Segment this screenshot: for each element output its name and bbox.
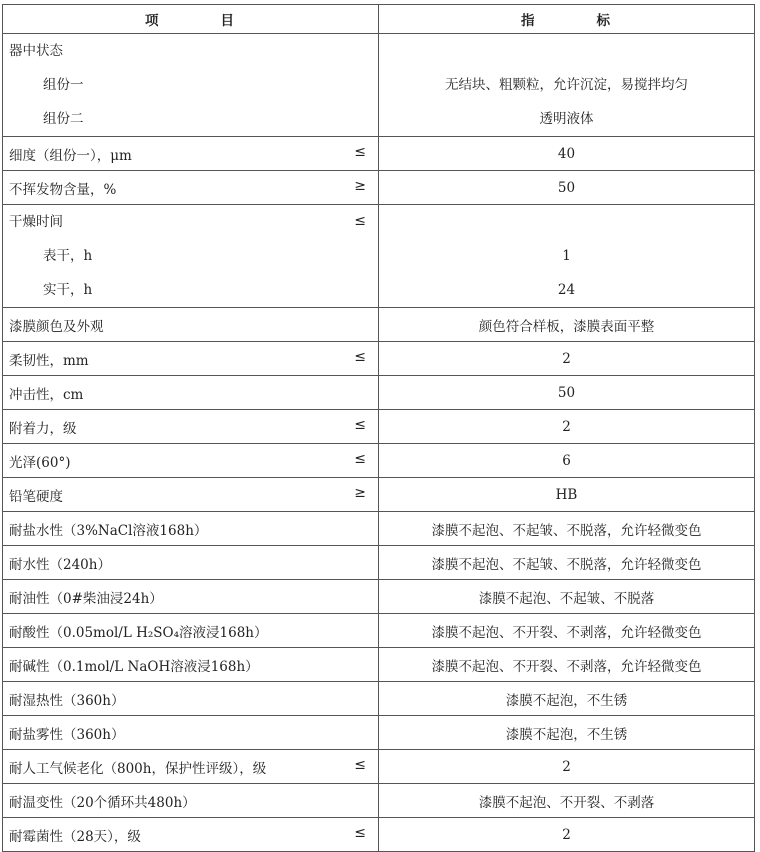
row-value: 漆膜不起泡、不起皱、不脱落，允许轻微变色 — [379, 546, 755, 580]
table-row-temp-change — [3, 784, 755, 818]
row-value: 漆膜不起泡、不开裂、不剥落 — [379, 784, 755, 818]
table-row-oil — [3, 580, 755, 614]
table-row-water — [3, 546, 755, 580]
table-row-mildew — [3, 818, 755, 852]
table-row-state — [3, 34, 755, 137]
row-label: 耐盐雾性（360h） — [3, 716, 379, 750]
comparison-symbol: ≤ — [354, 416, 366, 433]
row-value: 漆膜不起泡，不生锈 — [379, 682, 755, 716]
comparison-symbol: ≤ — [354, 143, 366, 160]
row-value: 2 — [379, 410, 755, 444]
row-value — [379, 205, 755, 308]
row-label: 耐湿热性（360h） — [3, 682, 379, 716]
row-label-main: 器中状态 — [9, 43, 63, 59]
table-row-nonvolatile — [3, 171, 755, 205]
row-value: 漆膜不起泡、不开裂、不剥落，允许轻微变色 — [379, 648, 755, 682]
row-value: 50 — [379, 171, 755, 205]
row-value: 颜色符合样板，漆膜表面平整 — [379, 308, 755, 342]
row-label: 耐温变性（20个循环共480h） — [3, 784, 379, 818]
row-value: 漆膜不起泡、不起皱、不脱落 — [379, 580, 755, 614]
row-value: 40 — [379, 137, 755, 171]
row-value: HB — [379, 478, 755, 512]
row-label-text: 光泽(60°) — [9, 454, 71, 471]
table-row-flexibility — [3, 342, 755, 376]
row-subvalue: 1 — [562, 248, 571, 264]
row-value: 2 — [379, 818, 755, 852]
header-item — [3, 5, 379, 34]
row-subvalue: 透明液体 — [539, 111, 594, 127]
row-label-text: 冲击性，cm — [9, 386, 84, 403]
table-row-weathering — [3, 750, 755, 784]
row-sublabel: 实干，h — [43, 282, 93, 298]
row-value — [379, 34, 755, 137]
table-row-alkali — [3, 648, 755, 682]
row-sublabel: 组份二 — [43, 111, 84, 127]
table-row-impact — [3, 376, 755, 410]
table-row-salt-fog — [3, 716, 755, 750]
table-row-adhesion — [3, 410, 755, 444]
comparison-symbol: ≤ — [354, 348, 366, 365]
header-item-b: 目 — [220, 13, 236, 29]
comparison-symbol: ≥ — [354, 484, 366, 501]
header-index-a: 指 — [521, 13, 537, 29]
comparison-symbol: ≤ — [354, 756, 366, 773]
row-label: 耐盐水性（3%NaCl溶液168h） — [3, 512, 379, 546]
row-label-text: 附着力，级 — [9, 420, 77, 437]
row-label — [3, 750, 379, 784]
row-label — [3, 342, 379, 376]
table-row-acid — [3, 614, 755, 648]
row-value: 6 — [379, 444, 755, 478]
row-label — [3, 376, 379, 410]
table-row-humid-heat — [3, 682, 755, 716]
row-sublabel: 表干，h — [43, 248, 93, 264]
row-label — [3, 34, 379, 137]
row-value: 漆膜不起泡、不开裂、不剥落，允许轻微变色 — [379, 614, 755, 648]
header-item-a: 项 — [145, 13, 161, 29]
table-row-gloss — [3, 444, 755, 478]
row-label — [3, 478, 379, 512]
row-label — [3, 137, 379, 171]
row-label: 耐碱性（0.1mol/L NaOH溶液浸168h） — [3, 648, 379, 682]
row-label-text: 耐霉菌性（28天），级 — [9, 828, 141, 845]
header-index — [379, 5, 755, 34]
row-label — [3, 171, 379, 205]
row-value: 漆膜不起泡，不生锈 — [379, 716, 755, 750]
row-sublabel: 组份一 — [43, 77, 84, 93]
row-value: 漆膜不起泡、不起皱、不脱落，允许轻微变色 — [379, 512, 755, 546]
row-label — [3, 818, 379, 852]
table-row-hardness — [3, 478, 755, 512]
row-label: 耐酸性（0.05mol/L H₂SO₄溶液浸168h） — [3, 614, 379, 648]
row-value: 2 — [379, 342, 755, 376]
spec-table — [2, 4, 755, 852]
row-label — [3, 205, 379, 308]
row-value: 2 — [379, 750, 755, 784]
row-label-text: 漆膜颜色及外观 — [9, 318, 104, 335]
row-label-text: 耐人工气候老化（800h，保护性评级），级 — [9, 760, 267, 777]
table-header-row — [3, 5, 755, 34]
row-label: 耐油性（0#柴油浸24h） — [3, 580, 379, 614]
comparison-symbol: ≤ — [354, 213, 366, 229]
comparison-symbol: ≤ — [354, 824, 366, 841]
row-label-text: 不挥发物含量，% — [9, 181, 117, 198]
table-row-appearance — [3, 308, 755, 342]
header-index-b: 标 — [596, 13, 612, 29]
row-label — [3, 410, 379, 444]
table-row-salt-water — [3, 512, 755, 546]
row-label-text: 细度（组份一），μm — [9, 147, 132, 164]
row-value: 50 — [379, 376, 755, 410]
row-label-text: 柔韧性，mm — [9, 352, 89, 369]
row-label-main: 干燥时间 — [9, 214, 63, 230]
row-subvalue: 24 — [557, 282, 576, 298]
comparison-symbol: ≥ — [354, 177, 366, 194]
comparison-symbol: ≤ — [354, 450, 366, 467]
row-label — [3, 444, 379, 478]
row-label: 耐水性（240h） — [3, 546, 379, 580]
table-row-dry — [3, 205, 755, 308]
row-subvalue: 无结块、粗颗粒，允许沉淀，易搅拌均匀 — [445, 77, 688, 93]
row-label — [3, 308, 379, 342]
row-label-text: 铅笔硬度 — [9, 488, 63, 505]
table-row-fineness — [3, 137, 755, 171]
